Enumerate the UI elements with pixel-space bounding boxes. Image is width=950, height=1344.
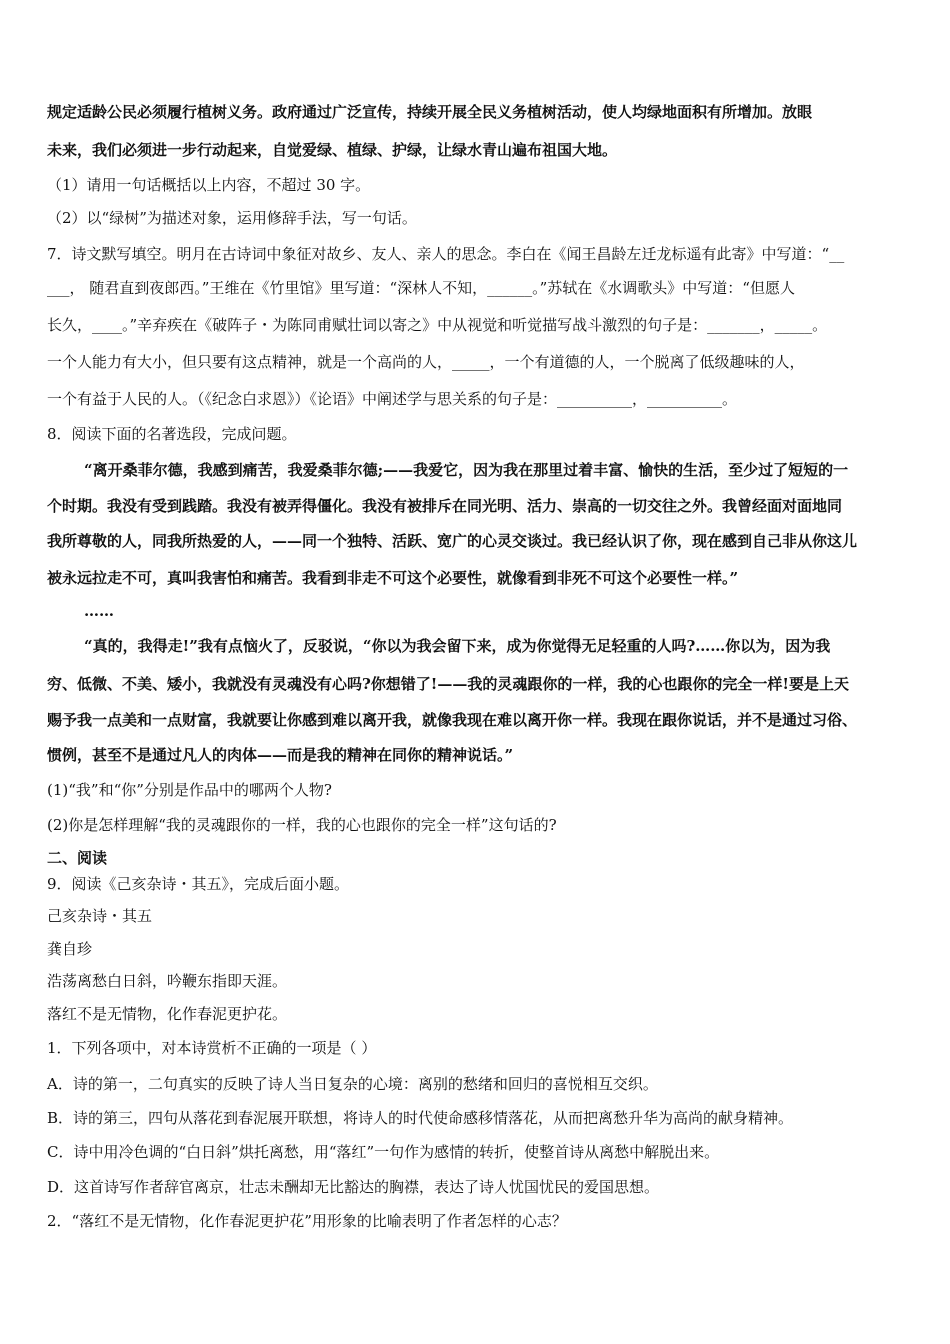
poem-title: 己亥杂诗・其五 [47, 907, 153, 925]
intro-line-2: 未来，我们必须进一步行动起来，自觉爱绿、植绿、护绿，让绿水青山遍布祖国大地。 [47, 141, 618, 159]
intro-sub-question-1: （1）请用一句话概括以上内容，不超过 30 字。 [47, 176, 371, 194]
q8-passage-1-line-4: 被永远拉走不可，真叫我害怕和痛苦。我看到非走不可这个必要性，就像看到非死不可这个必要性一样。” [47, 569, 739, 587]
q7-line-3: 长久，____。”辛弃疾在《破阵子・为陈同甫赋壮词以寄之》中从视觉和听觉描写战斗激烈的句子是：_______，_____。 [47, 316, 828, 334]
option-c: C．诗中用冷色调的“白日斜”烘托离愁，用“落红”一句作为感情的转折，使整首诗从离愁中解脱出来。 [47, 1143, 720, 1161]
section-heading-reading: 二、阅读 [47, 849, 108, 867]
q8-passage-2-line-3: 赐予我一点美和一点财富，我就要让你感到难以离开我，就像我现在难以离开你一样。我现在跟你说话，并不是通过习俗、 [47, 711, 858, 729]
intro-sub-question-2: （2）以“绿树”为描述对象，运用修辞手法，写一句话。 [47, 209, 417, 227]
q7-line-2: ___， 随君直到夜郎西。”王维在《竹里馆》里写道：“深林人不知，______。”苏轼在《水调歌头》中写道：“但愿人 [47, 279, 795, 297]
q8-passage-1-line-3: 我所尊敬的人，同我所热爱的人，——同一个独特、活跃、宽广的心灵交谈过。我已经认识了你，现在感到自己非从你这儿 [47, 532, 858, 550]
option-a: A．诗的第一，二句真实的反映了诗人当日复杂的心境：离别的愁绪和回归的喜悦相互交织。 [47, 1075, 658, 1093]
poem-author: 龚自珍 [47, 940, 93, 958]
q8-sub-question-1: (1)“我”和“你”分别是作品中的哪两个人物? [47, 781, 332, 799]
option-b: B．诗的第三，四句从落花到春泥展开联想，将诗人的时代使命感移情落花，从而把离愁升华为高尚的献身精神。 [47, 1109, 794, 1127]
poem-verse-2: 落红不是无情物，化作春泥更护花。 [47, 1005, 288, 1023]
q7-line-4: 一个人能力有大小，但只要有这点精神，就是一个高尚的人，_____，一个有道德的人，一个脱离了低级趣味的人， [47, 353, 805, 371]
intro-line-1: 规定适龄公民必须履行植树义务。政府通过广泛宣传，持续开展全民义务植树活动，使人均绿地面积有所增加。放眼 [47, 103, 813, 121]
poem-verse-1: 浩荡离愁白日斜，吟鞭东指即天涯。 [47, 972, 288, 990]
q8-passage-2-line-4: 惯例，甚至不是通过凡人的肉体——而是我的精神在同你的精神说话。” [47, 746, 514, 764]
q8-passage-1-line-2: 个时期。我没有受到践踏。我没有被弄得僵化。我没有被排斥在同光明、活力、崇高的一切交往之外。我曾经面对面地同 [47, 497, 843, 515]
q8-sub-question-2: (2)你是怎样理解“我的灵魂跟你的一样，我的心也跟你的完全一样”这句话的? [47, 816, 557, 834]
q7-line-5: 一个有益于人民的人。（《纪念白求恩》）《论语》中阐述学与思关系的句子是：__________，__________。 [47, 390, 738, 408]
q9-title: 9．阅读《己亥杂诗・其五》，完成后面小题。 [47, 875, 350, 893]
q8-passage-1-line-1: “离开桑菲尔德，我感到痛苦，我爱桑菲尔德;——我爱它，因为我在那里过着丰富、愉快的生活，至少过了短短的一 [84, 461, 849, 479]
q7-line-1: 7．诗文默写填空。明月在古诗词中象征对故乡、友人、亲人的思念。李白在《闻王昌龄左迁龙标遥有此寄》中写道：“__ [47, 245, 845, 263]
q9-sub-question-1: 1．下列各项中，对本诗赏析不正确的一项是（ ） [47, 1039, 377, 1057]
q8-passage-2-line-1: “真的，我得走!”我有点恼火了，反驳说，“你以为我会留下来，成为你觉得无足轻重的人吗?……你以为，因为我 [84, 637, 831, 655]
q8-ellipsis: …… [84, 602, 114, 620]
option-d: D．这首诗写作者辞官离京，壮志未酬却无比豁达的胸襟，表达了诗人忧国忧民的爱国思想。 [47, 1178, 660, 1196]
q8-title: 8．阅读下面的名著选段，完成问题。 [47, 425, 297, 443]
q8-passage-2-line-2: 穷、低微、不美、矮小，我就没有灵魂没有心吗?你想错了!——我的灵魂跟你的一样，我的心也跟你的完全一样!要是上天 [47, 675, 849, 693]
q9-sub-question-2: 2．“落红不是无情物，化作春泥更护花”用形象的比喻表明了作者怎样的心志？ [47, 1212, 567, 1230]
